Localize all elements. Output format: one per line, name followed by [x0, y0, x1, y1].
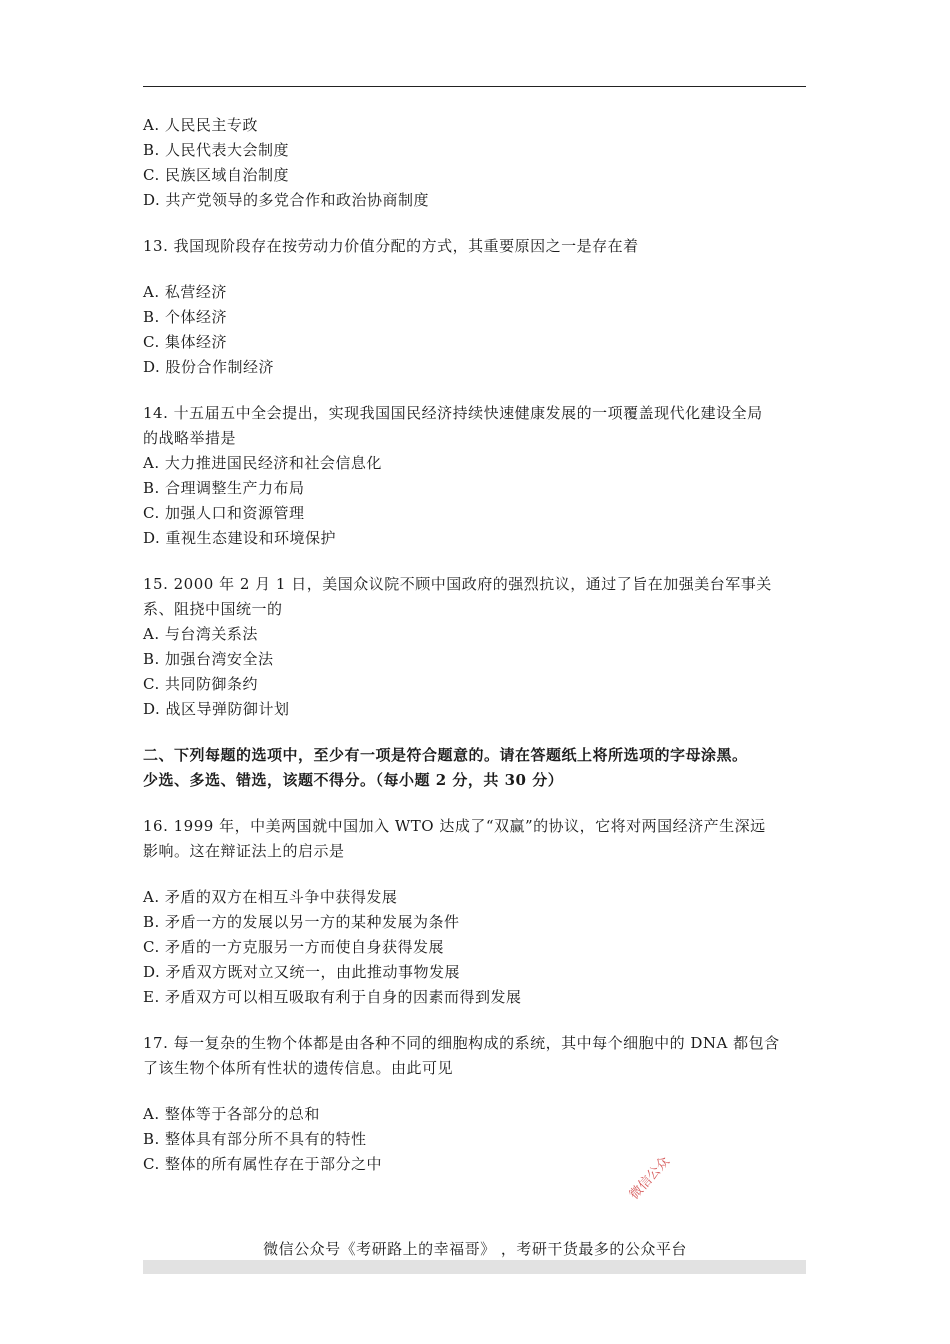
option: B. 个体经济 [143, 308, 228, 326]
option: C. 加强人口和资源管理 [143, 504, 305, 522]
option: D. 重视生态建设和环境保护 [143, 529, 337, 547]
option: A. 大力推进国民经济和社会信息化 [143, 454, 382, 472]
question-stem: 了该生物个体所有性状的遗传信息。由此可见 [143, 1059, 454, 1077]
option: A. 与台湾关系法 [143, 625, 258, 643]
question-stem: 15. 2000 年 2 月 1 日，美国众议院不顾中国政府的强烈抗议，通过了旨在加强美台军事关 [143, 575, 772, 593]
question-stem: 系、阻挠中国统一的 [143, 600, 283, 618]
question-stem: 16. 1999 年，中美两国就中国加入 WTO 达成了“双赢”的协议，它将对两国经济产生深远 [143, 817, 766, 835]
question-stem: 13. 我国现阶段存在按劳动力价值分配的方式，其重要原因之一是存在着 [143, 237, 639, 255]
option: D. 矛盾双方既对立又统一，由此推动事物发展 [143, 963, 461, 981]
question-17 [143, 1031, 813, 1177]
question-16 [143, 814, 813, 1010]
option: C. 矛盾的一方克服另一方而使自身获得发展 [143, 938, 444, 956]
option: A. 人民民主专政 [143, 116, 258, 134]
q12-options [143, 113, 813, 213]
question-stem: 17. 每一复杂的生物个体都是由各种不同的细胞构成的系统，其中每个细胞中的 DNA 都包含 [143, 1034, 780, 1052]
header-rule [143, 86, 806, 87]
footer-text: 微信公众号《考研路上的幸福哥》 ，考研干货最多的公众平台 [263, 1240, 687, 1258]
option: C. 整体的所有属性存在于部分之中 [143, 1155, 382, 1173]
option: C. 集体经济 [143, 333, 227, 351]
option: B. 整体具有部分所不具有的特性 [143, 1130, 367, 1148]
question-14 [143, 401, 813, 551]
option: B. 合理调整生产力布局 [143, 479, 305, 497]
section-heading: 少选、多选、错选，该题不得分。（每小题 2 分，共 30 分） [143, 771, 564, 789]
question-stem: 14. 十五届五中全会提出，实现我国国民经济持续快速健康发展的一项覆盖现代化建设全局 [143, 404, 763, 422]
question-13 [143, 234, 813, 380]
option: B. 人民代表大会制度 [143, 141, 290, 159]
option: B. 加强台湾安全法 [143, 650, 274, 668]
option: A. 矛盾的双方在相互斗争中获得发展 [143, 888, 398, 906]
section-heading: 二、下列每题的选项中，至少有一项是符合题意的。请在答题纸上将所选项的字母涂黑。 [143, 746, 748, 764]
option: D. 战区导弹防御计划 [143, 700, 290, 718]
option: D. 股份合作制经济 [143, 358, 275, 376]
question-stem: 的战略举措是 [143, 429, 237, 447]
option: B. 矛盾一方的发展以另一方的某种发展为条件 [143, 913, 460, 931]
footer-bar [143, 1260, 806, 1274]
option: D. 共产党领导的多党合作和政治协商制度 [143, 191, 430, 209]
section-2-heading [143, 743, 813, 793]
option: A. 私营经济 [143, 283, 227, 301]
option: E. 矛盾双方可以相互吸取有利于自身的因素而得到发展 [143, 988, 522, 1006]
document-body [143, 113, 813, 1177]
question-stem: 影响。这在辩证法上的启示是 [143, 842, 345, 860]
option: A. 整体等于各部分的总和 [143, 1105, 320, 1123]
question-15 [143, 572, 813, 722]
option: C. 民族区域自治制度 [143, 166, 289, 184]
watermark-stamp: 微信公众 [626, 1154, 673, 1203]
option: C. 共同防御条约 [143, 675, 258, 693]
